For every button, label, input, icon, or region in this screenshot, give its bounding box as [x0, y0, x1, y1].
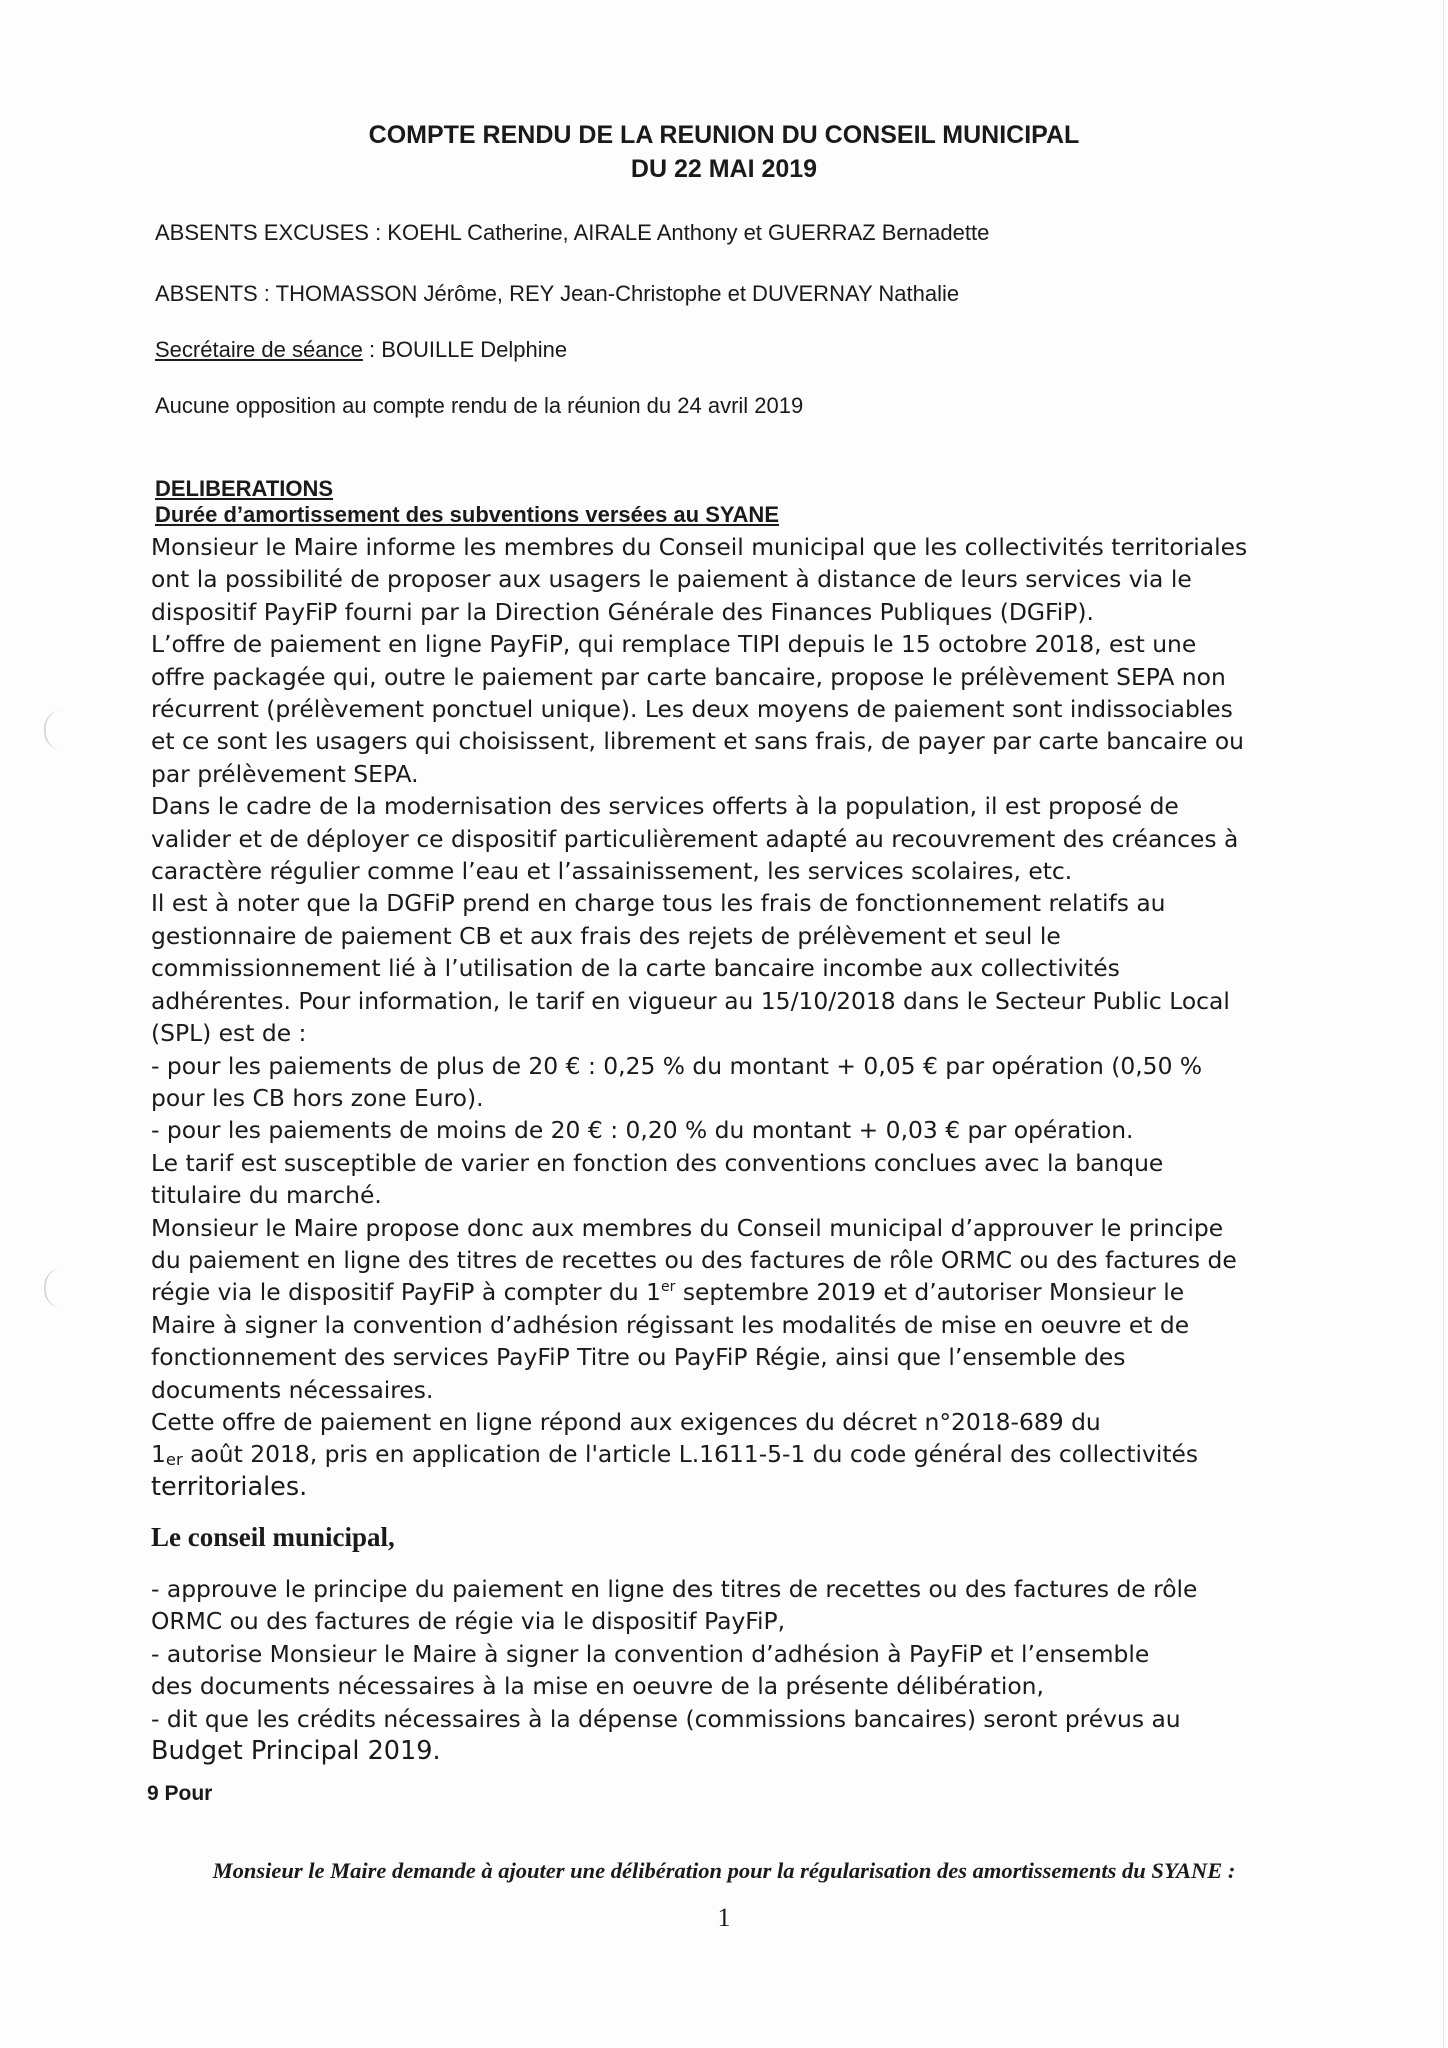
body-line: - pour les paiements de plus de 20 € : 0,25 % du montant + 0,05 € par opération (0,50 %: [151, 1051, 1203, 1080]
body-line: titulaire du marché.: [151, 1181, 382, 1210]
decision-line: ORMC ou des factures de régie via le dispositif PayFiP,: [151, 1607, 786, 1636]
body-line: documents nécessaires.: [151, 1375, 434, 1404]
body-line: Le tarif est susceptible de varier en fonction des conventions conclues avec la banque: [151, 1148, 1164, 1177]
aout-text-b: août 2018, pris en application de l'article L.1611-5-1 du code général des collectivités: [182, 1440, 1199, 1469]
body-line: du paiement en ligne des titres de recettes ou des factures de rôle ORMC ou des factures de: [151, 1245, 1237, 1274]
aout-text-a: 1: [151, 1440, 166, 1469]
absents: ABSENTS : THOMASSON Jérôme, REY Jean-Christophe et DUVERNAY Nathalie: [155, 281, 960, 306]
body-line: gestionnaire de paiement CB et aux frais des rejets de prélèvement et seul le: [151, 921, 1061, 950]
deliberation-text: [151, 531, 1271, 1503]
scan-mark-bottom: [44, 1268, 62, 1308]
body-line: caractère régulier comme l’eau et l’assainissement, les services scolaires, etc.: [151, 857, 1073, 886]
page-number: 1: [717, 1903, 731, 1932]
decision-text: [151, 1573, 1271, 1767]
decision-budget: Budget Principal 2019.: [151, 1736, 441, 1767]
deliberations-heading: DELIBERATIONS: [155, 476, 334, 501]
subscript-er: er: [165, 1449, 183, 1469]
body-line: territoriales.: [151, 1471, 308, 1502]
secretaire-value: : BOUILLE Delphine: [362, 337, 568, 362]
regie-text-b: septembre 2019 et d’autoriser Monsieur le: [675, 1278, 1185, 1307]
regie-text-a: régie via le dispositif PayFiP à compter du 1: [151, 1278, 662, 1307]
body-line: offre packagée qui, outre le paiement par carte bancaire, propose le prélèvement SEPA non: [151, 662, 1226, 691]
deliberations-subheading: Durée d’amortissement des subventions versées au SYANE: [155, 502, 779, 527]
decision-line: des documents nécessaires à la mise en oeuvre de la présente délibération,: [151, 1672, 1044, 1701]
secretaire-label: Secrétaire de séance: [155, 337, 363, 362]
scan-edge-line: [1443, 0, 1444, 2048]
document-title-line2: DU 22 MAI 2019: [630, 155, 818, 183]
footer-note: Monsieur le Maire demande à ajouter une délibération pour la régularisation des amortissements du SYANE :: [212, 1858, 1236, 1883]
body-line: dispositif PayFiP fourni par la Direction Générale des Finances Publiques (DGFiP).: [151, 597, 1094, 626]
decision-line: - autorise Monsieur le Maire à signer la convention d’adhésion à PayFiP et l’ensemble: [151, 1639, 1150, 1668]
body-line: commissionnement lié à l’utilisation de la carte bancaire incombe aux collectivités: [151, 954, 1120, 983]
body-line: (SPL) est de :: [151, 1019, 307, 1048]
body-line: valider et de déployer ce dispositif particulièrement adapté au recouvrement des créances à: [151, 824, 1239, 853]
body-line: adhérentes. Pour information, le tarif en vigueur au 15/10/2018 dans le Secteur Public Local: [151, 986, 1230, 1015]
body-line: fonctionnement des services PayFiP Titre ou PayFiP Régie, ainsi que l’ensemble des: [151, 1343, 1126, 1372]
body-line: récurrent (prélèvement ponctuel unique). Les deux moyens de paiement sont indissociables: [151, 695, 1233, 724]
decision-body: [151, 1573, 1271, 1767]
conseil-heading: Le conseil municipal,: [151, 1522, 395, 1552]
secretaire-de-seance: [155, 335, 567, 365]
body-line: - pour les paiements de moins de 20 € : 0,20 % du montant + 0,03 € par opération.: [151, 1116, 1134, 1145]
vote-result: 9 Pour: [147, 1782, 213, 1805]
document-title-line1: COMPTE RENDU DE LA REUNION DU CONSEIL MUNICIPAL: [368, 121, 1080, 149]
body-line: ont la possibilité de proposer aux usagers le paiement à distance de leurs services via le: [151, 565, 1192, 594]
body-line: Monsieur le Maire propose donc aux membres du Conseil municipal d’approuver le principe: [151, 1213, 1224, 1242]
body-line: Cette offre de paiement en ligne répond aux exigences du décret n°2018-689 du: [151, 1407, 1101, 1436]
decision-line: - dit que les crédits nécessaires à la dépense (commissions bancaires) seront prévus au: [151, 1704, 1181, 1733]
body-line: pour les CB hors zone Euro).: [151, 1083, 484, 1112]
body-line: L’offre de paiement en ligne PayFiP, qui remplace TIPI depuis le 15 octobre 2018, est une: [151, 630, 1197, 659]
opposition-note: Aucune opposition au compte rendu de la réunion du 24 avril 2019: [155, 393, 804, 418]
superscript-er: er: [661, 1279, 676, 1296]
deliberation-body: [151, 531, 1271, 1503]
body-line: Maire à signer la convention d’adhésion régissant les modalités de mise en oeuvre et de: [151, 1310, 1190, 1339]
decision-line: - approuve le principe du paiement en ligne des titres de recettes ou des factures de rôle: [151, 1575, 1198, 1603]
body-line-regie: [151, 1276, 1271, 1308]
body-line: Il est à noter que la DGFiP prend en charge tous les frais de fonctionnement relatifs au: [151, 889, 1166, 918]
absents-excuses: ABSENTS EXCUSES : KOEHL Catherine, AIRALE Anthony et GUERRAZ Bernadette: [155, 220, 990, 245]
body-line: et ce sont les usagers qui choisissent, librement et sans frais, de payer par carte bancaire ou: [151, 727, 1244, 756]
body-line: Monsieur le Maire informe les membres du Conseil municipal que les collectivités territoriales: [151, 533, 1248, 561]
body-line-aout: [151, 1438, 1271, 1470]
scan-mark-top: [44, 710, 62, 750]
body-line: par prélèvement SEPA.: [151, 759, 419, 788]
body-line: Dans le cadre de la modernisation des services offerts à la population, il est proposé de: [151, 792, 1179, 821]
